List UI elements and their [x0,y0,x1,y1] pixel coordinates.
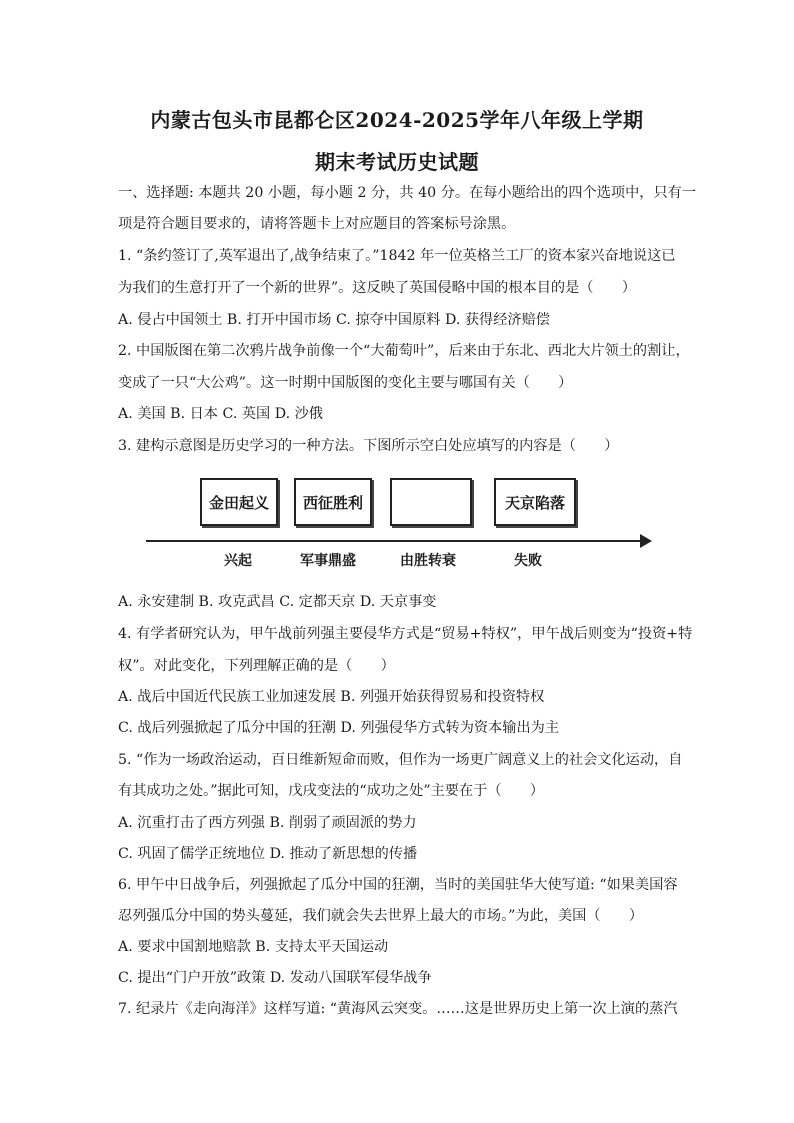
question-4-options-2: C. 战后列强掀起了瓜分中国的狂潮 D. 列强侵华方式转为资本输出为主 [118,720,560,736]
question-4-line1: 4. 有学者研究认为，甲午战前列强主要侵华方式是“贸易+特权”，甲午战后则变为“投资+特 [118,626,693,642]
question-2-line1: 2. 中国版图在第二次鸦片战争前像一个“大葡萄叶”，后来由于东北、西北大片领土的割让， [118,343,690,359]
question-1-line1: 1. “条约签订了,英军退出了,战争结束了。”1842 年一位英格兰工厂的资本家兴奋地说这已 [118,248,676,264]
timeline-diagram [140,474,660,574]
diagram-box-blank [390,478,472,526]
question-2-line2: 变成了一只“大公鸡”。这一时期中国版图的变化主要与哪国有关（ ） [118,375,573,391]
question-7-line1: 7. 纪录片《走向海洋》这样写道: “黄海风云突变。……这是世界历史上第一次上演的蒸汽 [118,1001,678,1017]
instructions-line1: 一、选择题: 本题共 20 小题，每小题 2 分，共 40 分。在每小题给出的四个选项中，只有一 [118,185,697,201]
diagram-box-4: 天京陷落 [494,478,576,526]
question-3-line1: 3. 建构示意图是历史学习的一种方法。下图所示空白处应填写的内容是（ ） [118,438,619,454]
stage-label-2: 军事鼎盛 [300,553,356,569]
question-5-options-1: A. 沉重打击了西方列强 B. 削弱了顽固派的势力 [118,815,417,831]
question-2-options: A. 美国 B. 日本 C. 英国 D. 沙俄 [118,406,323,422]
page-title-line1: 内蒙古包头市昆都仑区2024-2025学年八年级上学期 [150,108,644,132]
diagram-box-1: 金田起义 [200,478,278,526]
stage-label-4: 失败 [514,553,542,569]
question-6-line1: 6. 甲午中日战争后，列强掀起了瓜分中国的狂潮，当时的美国驻华大使写道: “如果美国容 [118,877,678,893]
arrow-right-icon [640,534,652,548]
question-6-options-2: C. 提出“门户开放”政策 D. 发动八国联军侵华战争 [118,970,432,986]
question-4-options-1: A. 战后中国近代民族工业加速发展 B. 列强开始获得贸易和投资特权 [118,689,545,705]
instructions-line2: 项是符合题目要求的，请将答题卡上对应题目的答案标号涂黑。 [118,216,516,232]
timeline-axis [146,540,646,542]
question-1-options: A. 侵占中国领土 B. 打开中国市场 C. 掠夺中国原料 D. 获得经济赔偿 [118,312,550,328]
question-5-line1: 5. “作为一场政治运动，百日维新短命而败，但作为一场更广阔意义上的社会文化运动，自 [118,752,683,768]
question-5-options-2: C. 巩固了儒学正统地位 D. 推动了新思想的传播 [118,846,418,862]
question-4-line2: 权”。对此变化，下列理解正确的是（ ） [118,658,395,674]
question-1-line2: 为我们的生意打开了一个新的世界”。这反映了英国侵略中国的根本目的是（ ） [118,280,637,296]
stage-label-3: 由胜转衰 [400,553,456,569]
question-6-line2: 忍列强瓜分中国的势头蔓延，我们就会失去世界上最大的市场。”为此，美国（ ） [118,908,644,924]
diagram-box-2: 西征胜利 [294,478,372,526]
stage-label-1: 兴起 [224,553,252,569]
question-6-options-1: A. 要求中国割地赔款 B. 支持太平天国运动 [118,939,389,955]
question-5-line2: 有其成功之处。”据此可知，戊戌变法的“成功之处”主要在于（ ） [118,783,545,799]
question-3-options: A. 永安建制 B. 攻克武昌 C. 定都天京 D. 天京事变 [118,594,437,610]
page-title-line2: 期末考试历史试题 [315,150,479,174]
